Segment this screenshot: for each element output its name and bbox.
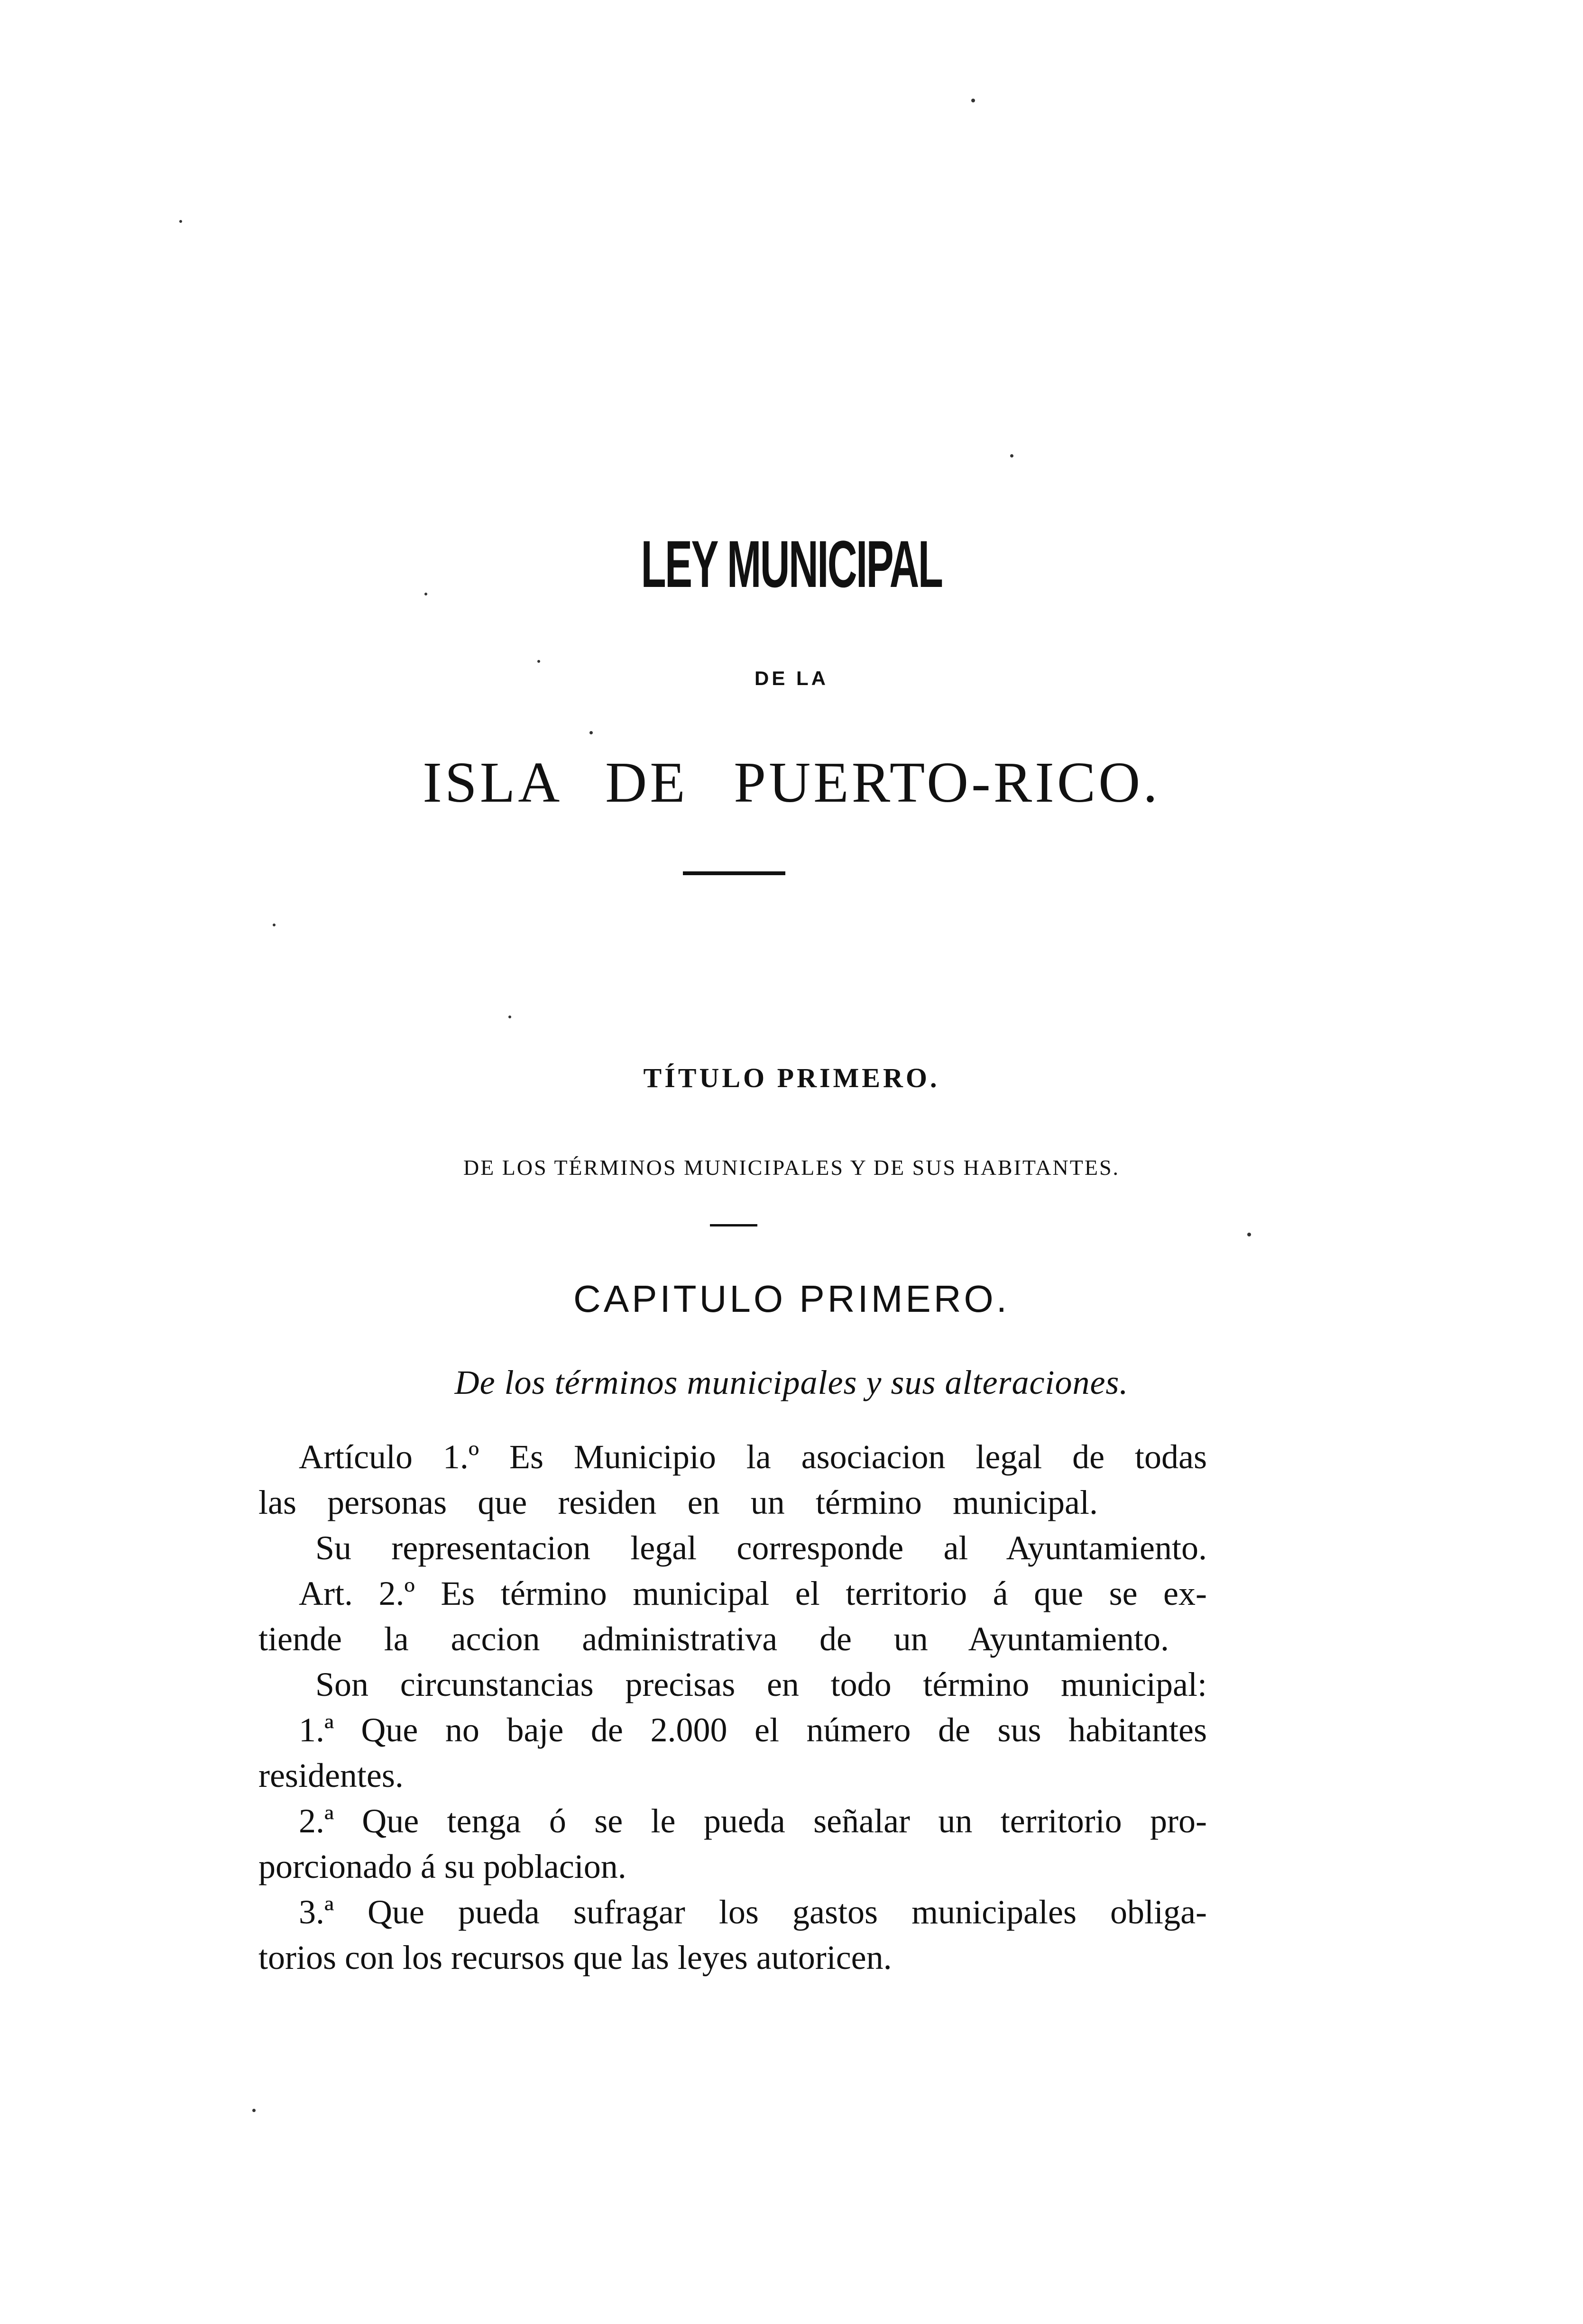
island-title: ISLA DE PUERTO-RICO. (423, 750, 1160, 814)
capitulo-heading: CAPITULO PRIMERO. (573, 1278, 1010, 1320)
title-connector: DE LA (755, 667, 828, 689)
article-text (258, 1434, 1207, 1980)
text-line: 1.ª Que no baje de 2.000 el número de sus habitantes (299, 1711, 1207, 1749)
text-line: residentes. (258, 1757, 404, 1794)
text-line: Art. 2.º Es término municipal el territorio á que se ex- (299, 1574, 1207, 1612)
scan-speck (252, 2109, 256, 2112)
section-divider (710, 1224, 757, 1226)
text-line: Son circunstancias precisas en todo término municipal: (315, 1665, 1207, 1703)
scan-speck (971, 99, 975, 102)
titulo-heading: TÍTULO PRIMERO. (643, 1062, 940, 1093)
text-line: tiende la accion administrativa de un Ayuntamiento. (258, 1620, 1169, 1658)
scan-speck (1247, 1233, 1251, 1236)
main-title: LEY MUNICIPAL (641, 527, 942, 601)
text-line: 3.ª Que pueda sufragar los gastos municipales obliga- (299, 1893, 1207, 1931)
titulo-subheading: DE LOS TÉRMINOS MUNICIPALES Y DE SUS HABITANTES. (463, 1155, 1120, 1180)
scan-speck (179, 220, 182, 223)
scan-speck (273, 924, 276, 926)
scan-speck (424, 593, 427, 595)
text-line: Su representacion legal corresponde al Ayuntamiento. (315, 1529, 1207, 1567)
title-divider (683, 871, 785, 875)
text-line: torios con los recursos que las leyes autoricen. (258, 1939, 892, 1976)
capitulo-subheading: De los términos municipales y sus alteraciones. (454, 1363, 1129, 1401)
text-line: 2.ª Que tenga ó se le pueda señalar un territorio pro- (299, 1802, 1207, 1840)
scan-speck (589, 731, 593, 734)
text-line: porcionado á su poblacion. (258, 1848, 626, 1885)
scan-speck (508, 1016, 511, 1018)
scan-speck (537, 660, 540, 663)
text-line: las personas que residen en un término municipal. (258, 1483, 1098, 1521)
text-line: Artículo 1.º Es Municipio la asociacion legal de todas (299, 1438, 1207, 1476)
scan-speck (1010, 454, 1013, 457)
